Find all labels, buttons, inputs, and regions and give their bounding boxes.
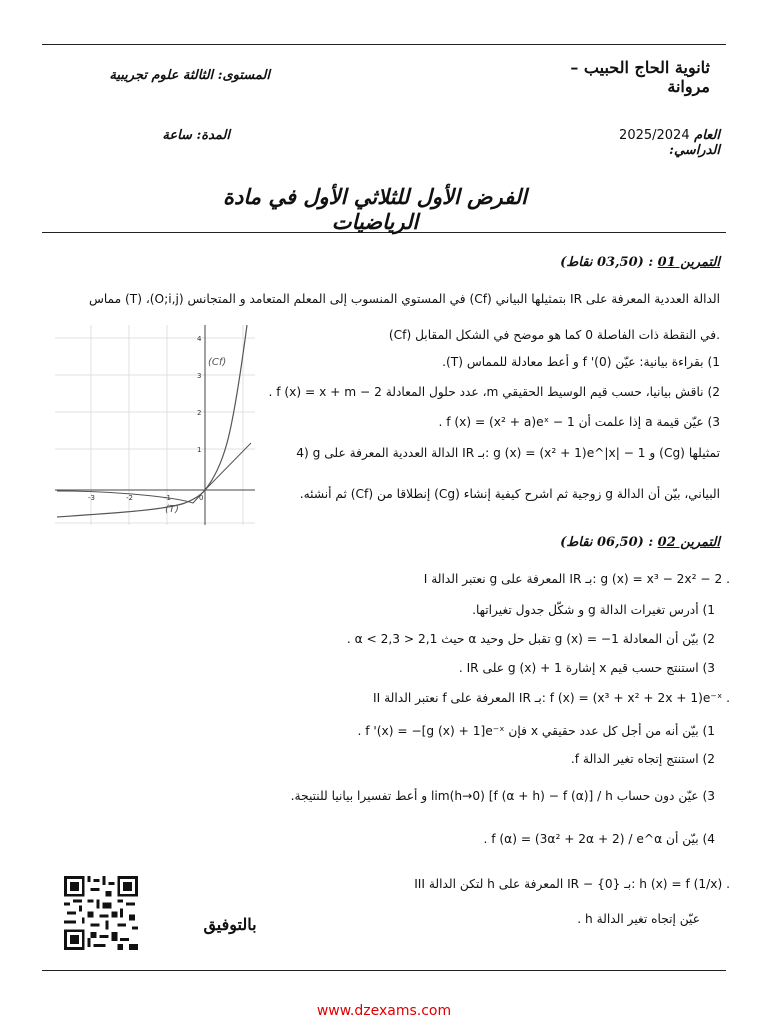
y-tick-label: 1	[197, 446, 202, 454]
school-year	[565, 128, 720, 158]
level-label: المستوى: الثالثة علوم تجريبية	[109, 68, 270, 83]
q-text: بيّن أنه من أجل كل عدد حقيقي x فإن f '(x) = −[g (x) + 1]e⁻ˣ .	[357, 724, 699, 738]
q-number: 4)	[702, 832, 715, 846]
signature-text: بالتوفيق	[203, 915, 257, 934]
q-text: ناقش بيانيا، حسب قيم الوسيط الحقيقي m، عدد حلول المعادلة f (x) = x + m − 2 .	[268, 385, 704, 399]
graph-grid	[55, 325, 255, 525]
qr-code	[63, 876, 139, 950]
x-tick-label: 0	[199, 494, 204, 502]
school-year-label: العام الدراسي:	[669, 128, 720, 158]
part-text: نعتبر الدالة f المعرفة على IR بـ: f (x) = (x³ + x² + 2x + 1)e⁻ˣ .	[384, 691, 730, 705]
part2-q3	[200, 787, 715, 805]
y-tick-label: 2	[197, 409, 202, 417]
q-text: بقراءة بيانية: عيّن f '(0) و أعط معادلة للمماس (T).	[442, 355, 704, 369]
q-text: أدرس تغيرات الدالة g و شكّل جدول تغيراتها.	[472, 603, 699, 617]
y-tick-label: 3	[197, 372, 202, 380]
ex1-intro-line2: (Cf) في النقطة ذات الفاصلة 0 كما هو موضح في الشكل المقابل.	[388, 328, 720, 342]
part1-q2	[200, 630, 715, 648]
q-text: استنتج إتجاه تغير الدالة f.	[570, 752, 699, 766]
part1-q1	[200, 601, 715, 619]
part-number: I	[423, 572, 428, 586]
part-text: لتكن الدالة h المعرفة على IR − {0} بـ: h (x) = f (1/x) .	[428, 877, 730, 891]
part-number: II	[373, 691, 381, 705]
tangent-label: (T)	[165, 504, 179, 515]
part2-intro	[200, 689, 730, 707]
q-number: 2)	[702, 632, 715, 646]
duration-label: المدة: ساعة	[162, 128, 230, 143]
part-number: III	[414, 877, 425, 891]
top-rule	[42, 44, 726, 45]
q-number: 3)	[702, 661, 715, 675]
q-text: عيّن دون حساب lim(h→0) [f (α + h) − f (α)] / h و أعط تفسيرا بيانيا للنتيجة.	[290, 789, 699, 803]
q-number: 2)	[707, 385, 720, 399]
exercise1-heading	[520, 255, 720, 270]
q-text: بيّن أن f (α) = (3α² + 2α + 2) / e^α .	[483, 832, 699, 846]
part2-q2	[200, 750, 715, 768]
exercise2-title: التمرين 02	[657, 535, 720, 550]
q-number: 1)	[702, 603, 715, 617]
exercise2-heading	[520, 535, 720, 550]
tangent-line	[57, 443, 251, 503]
q-text: g الدالة العددية المعرفة على IR بـ: g (x) = (x² + 1)e^|x| − 1 و (Cg) تمثيلها	[312, 446, 720, 460]
part-text: نعتبر الدالة g المعرفة على IR بـ: g (x) = x³ − 2x² − 2 .	[431, 572, 730, 586]
curve-label: (Cf)	[208, 357, 227, 368]
ex1-q2	[265, 383, 720, 401]
x-tick-label: -2	[126, 494, 133, 502]
ex1-q4-line1	[265, 444, 720, 462]
q-number: 1)	[702, 724, 715, 738]
ex1-q4-line2: البياني، بيّن أن الدالة g زوجية ثم اشرح كيفية إنشاء (Cg) إنطلاقا من (Cf) ثم أنشئه.	[299, 487, 720, 501]
q-text: استنتج حسب قيم x إشارة g (x) + 1 على IR .	[458, 661, 699, 675]
x-tick-label: -1	[164, 494, 171, 502]
ex1-intro-line1: الدالة العددية المعرفة على IR بتمثيلها البياني (Cf) في المستوي المنسوب إلى المعلم المتعامد و المتجانس (O;i,j)، (T) مماس	[88, 292, 720, 306]
part1-q3	[200, 659, 715, 677]
school-logo-text: ثانوية الحاج الحبيب – مروانة	[570, 58, 710, 96]
exercise2-points: : (06,50 نقاط)	[560, 535, 654, 550]
q-number: 4)	[296, 446, 309, 460]
exercise1-title: التمرين 01	[657, 255, 720, 270]
y-tick-label: 4	[197, 335, 202, 343]
school-year-value: 2025/2024	[619, 128, 690, 143]
q-text: عيّن قيمة a إذا علمت أن f (x) = (x² + a)eˣ − 1 .	[438, 415, 704, 429]
part2-q4	[200, 830, 715, 848]
part1-intro	[200, 570, 730, 588]
part3-q1: عيّن إتجاه تغير الدالة h .	[577, 912, 700, 926]
q-text: بيّن أن المعادلة g (x) = −1 تقبل حل وحيد α حيث 2,1 < α < 2,3 .	[346, 632, 699, 646]
q-number: 3)	[702, 789, 715, 803]
bottom-rule	[42, 970, 726, 971]
q-number: 3)	[707, 415, 720, 429]
x-tick-label: -3	[88, 494, 95, 502]
q-number: 2)	[702, 752, 715, 766]
part2-q1	[200, 722, 715, 740]
page-title: الفرض الأول للثلاثي الأول في مادة الرياضيات	[223, 184, 527, 234]
part3-intro	[200, 875, 730, 893]
cf-curve	[57, 325, 247, 517]
ex1-q3	[265, 413, 720, 431]
q-number: 1)	[707, 355, 720, 369]
footer-link[interactable]: www.dzexams.com	[316, 1003, 452, 1019]
function-graph	[55, 325, 255, 525]
exercise1-points: : (03,50 نقاط)	[560, 255, 654, 270]
ex1-q1	[265, 353, 720, 371]
